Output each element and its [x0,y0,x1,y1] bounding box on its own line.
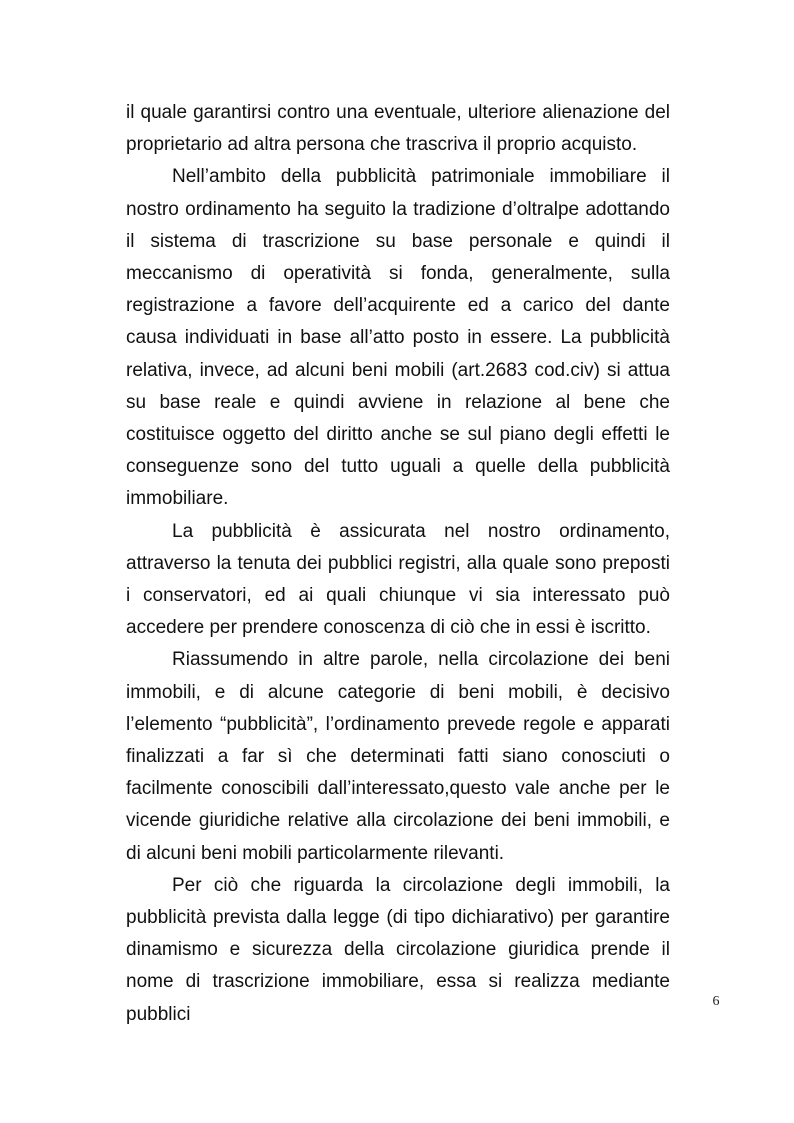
paragraph-pubblicita-patrimoniale: Nell’ambito della pubblicità patrimoniale immobiliare il nostro ordinamento ha seguito la tradizione d’oltralpe adottando il sistema di trascrizione su base personale e quindi il meccanismo di operatività si fonda, generalmente, sulla registrazione a favore dell’acquirente ed a carico del dante causa individuati in base all’atto posto in essere. La pubblicità relativa, invece, ad alcuni beni mobili (art.2683 cod.civ) si attua su base reale e quindi avviene in relazione al bene che costituisce oggetto del diritto anche se sul piano degli effetti le conseguenze sono del tutto uguali a quelle della pubblicità immobiliare. [126,166,670,510]
body-text [126,97,670,1031]
paragraph-continuation: il quale garantirsi contro una eventuale, ulteriore alienazione del proprietario ad altra persona che trascriva il proprio acquisto. [126,102,670,156]
page-number: 6 [712,994,720,1009]
paragraph-pubblici-registri: La pubblicità è assicurata nel nostro ordinamento, attraverso la tenuta dei pubblici registri, alla quale sono preposti i conservatori, ed ai quali chiunque vi sia interessato può accedere per prendere conoscenza di ciò che in essi è iscritto. [126,520,670,639]
paragraph-riassumendo: Riassumendo in altre parole, nella circolazione dei beni immobili, e di alcune categorie di beni mobili, è decisivo l’elemento “pubblicità”, l’ordinamento prevede regole e apparati finalizzati a far sì che determinati fatti siano conosciuti o facilmente conoscibili dall’interessato,questo vale anche per le vicende giuridiche relative alla circolazione dei beni immobili, e di alcuni beni mobili particolarmente rilevanti. [126,649,670,864]
paragraph-trascrizione-immobiliare: Per ciò che riguarda la circolazione degli immobili, la pubblicità prevista dalla legge (di tipo dichiarativo) per garantire dinamismo e sicurezza della circolazione giuridica prende il nome di trascrizione immobiliare, essa si realizza mediante pubblici [126,874,670,1025]
